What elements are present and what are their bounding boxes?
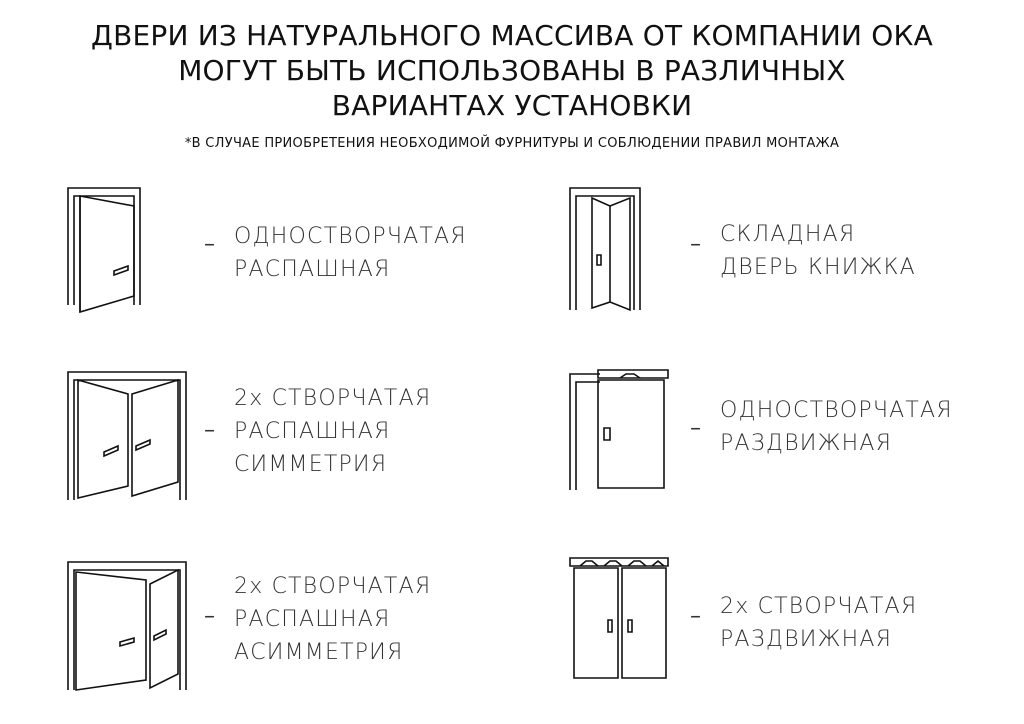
label-line: СКЛАДНАЯ: [720, 222, 856, 247]
label-line: 2x СТВОРЧАТАЯ: [234, 386, 432, 411]
title-line: ВАРИАНТАХ УСТАНОВКИ: [331, 89, 693, 122]
dash: –: [690, 232, 701, 257]
label-line: 2x СТВОРЧАТАЯ: [234, 574, 432, 599]
label-line: 2x СТВОРЧАТАЯ: [720, 594, 918, 619]
title-line: МОГУТ БЫТЬ ИСПОЛЬЗОВАНЫ В РАЗЛИЧНЫХ: [178, 54, 846, 87]
label-line: АСИММЕТРИЯ: [234, 640, 404, 665]
dash: –: [690, 604, 701, 629]
label-line: РАЗДВИЖНАЯ: [720, 627, 893, 652]
label-line: ОДНОСТВОРЧАТАЯ: [234, 224, 467, 249]
label-line: СИММЕТРИЯ: [234, 452, 388, 477]
label-line: ОДНОСТВОРЧАТАЯ: [720, 398, 953, 423]
install-option-label: [720, 590, 917, 656]
label-line: РАСПАШНАЯ: [234, 257, 391, 282]
label-line: РАСПАШНАЯ: [234, 607, 391, 632]
dash: –: [690, 416, 701, 441]
dash: –: [204, 418, 215, 443]
label-line: ДВЕРЬ КНИЖКА: [720, 255, 916, 280]
dash: –: [204, 604, 215, 629]
dash: –: [204, 232, 215, 257]
title-line: ДВЕРИ ИЗ НАТУРАЛЬНОГО МАССИВА ОТ КОМПАНИИ ОКА: [91, 19, 933, 52]
label-line: РАСПАШНАЯ: [234, 419, 391, 444]
label-line: РАЗДВИЖНАЯ: [720, 431, 893, 456]
footnote: *В СЛУЧАЕ ПРИОБРЕТЕНИЯ НЕОБХОДИМОЙ ФУРНИТУРЫ И СОБЛЮДЕНИИ ПРАВИЛ МОНТАЖА: [184, 136, 840, 151]
